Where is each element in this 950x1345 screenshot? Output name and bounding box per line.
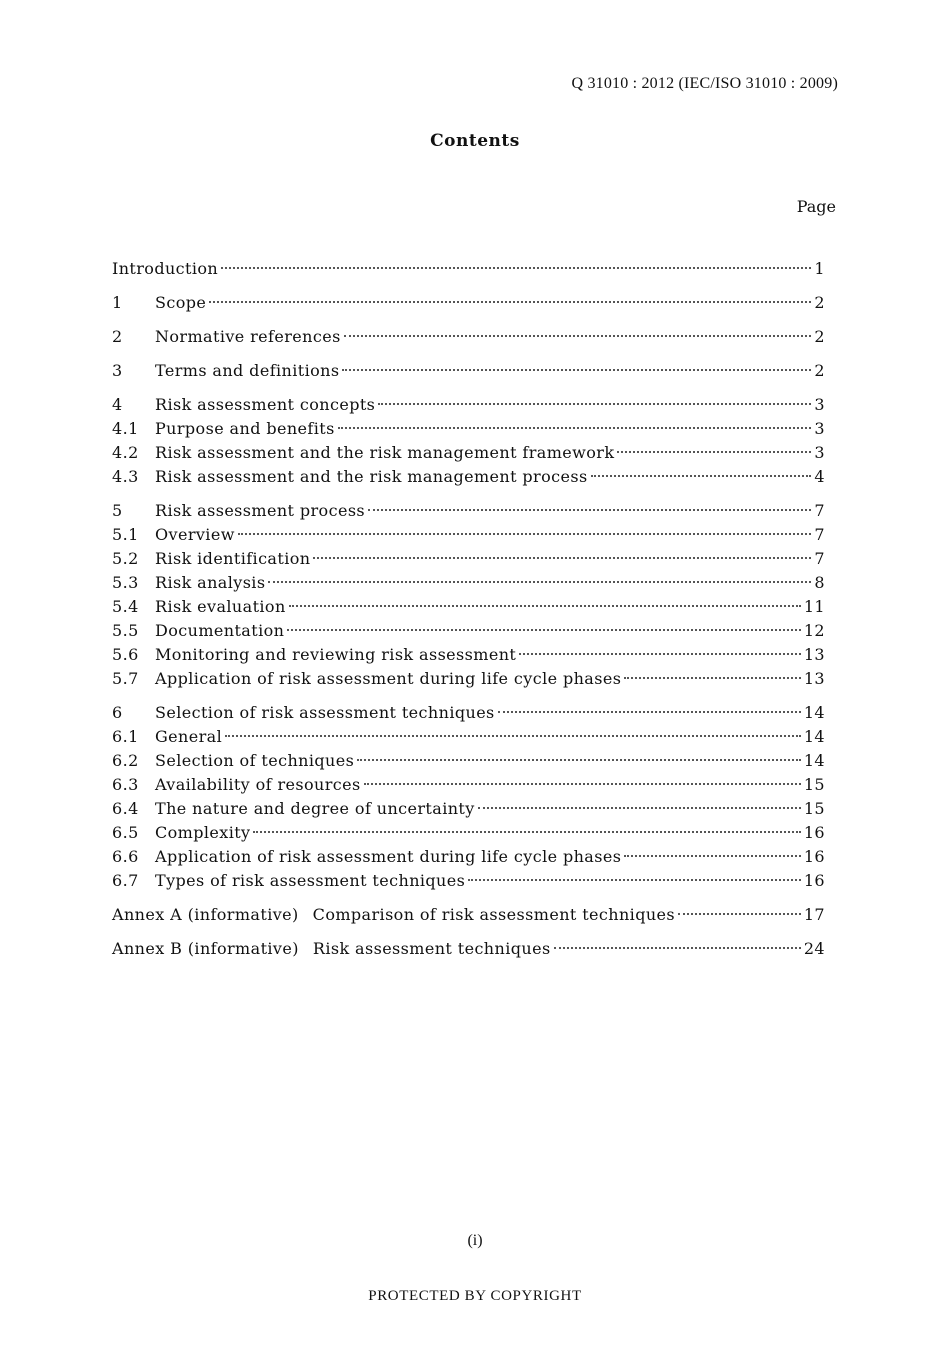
toc-entry[interactable] <box>112 821 825 845</box>
toc-entry-page: 7 <box>814 549 825 568</box>
dot-leader <box>342 369 811 371</box>
toc-entry-number: 5.5 <box>112 621 139 640</box>
toc-entry-title: Types of risk assessment techniques <box>155 871 466 890</box>
toc-entry-page: 13 <box>803 669 825 688</box>
contents-title: Contents <box>430 131 520 151</box>
dot-leader <box>209 301 811 303</box>
toc-entry-page: 3 <box>814 395 825 414</box>
toc-entry-title: Risk assessment process <box>155 501 366 520</box>
toc-entry-number: 4.2 <box>112 443 139 462</box>
toc-entry-page: 14 <box>803 751 825 770</box>
dot-leader <box>253 831 800 833</box>
toc-entry-title: Documentation <box>155 621 285 640</box>
toc-entry-number: 6.3 <box>112 775 139 794</box>
dot-leader <box>617 451 811 453</box>
dot-leader <box>478 807 801 809</box>
toc-group-section-1 <box>112 291 825 315</box>
toc-entry-number: 5.4 <box>112 597 139 616</box>
footer-copyright-notice: PROTECTED BY COPYRIGHT <box>368 1288 582 1304</box>
document-id: Q 31010 : 2012 (IEC/ISO 31010 : 2009) <box>571 75 838 92</box>
dot-leader <box>338 427 812 429</box>
toc-entry[interactable] <box>112 619 825 643</box>
toc-entry-number: 4.1 <box>112 419 139 438</box>
toc-entry-number: 1 <box>112 293 123 312</box>
toc-entry[interactable] <box>112 465 825 489</box>
toc-entry[interactable] <box>112 797 825 821</box>
dot-leader <box>678 913 801 915</box>
toc-entry-title: General <box>155 727 223 746</box>
toc-entry-number: 6.6 <box>112 847 139 866</box>
toc-entry[interactable] <box>112 643 825 667</box>
toc-entry-number: 6.7 <box>112 871 139 890</box>
toc-entry-page: 24 <box>803 939 825 958</box>
toc-entry-title: Comparison of risk assessment techniques <box>312 905 676 924</box>
annex-label: Annex A (informative) <box>112 905 299 924</box>
annex-label: Annex B (informative) <box>112 939 299 958</box>
toc-entry-page: 2 <box>814 327 825 346</box>
toc-entry-page: 8 <box>814 573 825 592</box>
toc-entry-title: Risk assessment concepts <box>155 395 376 414</box>
toc-entry-page: 2 <box>814 361 825 380</box>
toc-entry-number: 5 <box>112 501 123 520</box>
dot-leader <box>313 557 811 559</box>
toc-entry-title: Selection of risk assessment techniques <box>155 703 495 722</box>
toc-entry[interactable] <box>112 571 825 595</box>
dot-leader <box>624 855 801 857</box>
toc-entry-title: The nature and degree of uncertainty <box>155 799 475 818</box>
toc-entry-number: 4.3 <box>112 467 139 486</box>
toc-entry[interactable] <box>112 325 825 349</box>
toc-entry-number: 6 <box>112 703 123 722</box>
toc-entry[interactable] <box>112 393 825 417</box>
toc-entry[interactable] <box>112 291 825 315</box>
dot-leader <box>364 783 801 785</box>
toc-entry[interactable] <box>112 869 825 893</box>
toc-entry-page: 7 <box>814 525 825 544</box>
toc-entry-page: 3 <box>814 419 825 438</box>
dot-leader <box>498 711 801 713</box>
toc-entry[interactable] <box>112 667 825 691</box>
toc-entry[interactable] <box>112 595 825 619</box>
toc-group-introduction <box>112 257 825 281</box>
toc-entry[interactable] <box>112 547 825 571</box>
table-of-contents <box>112 257 825 971</box>
toc-entry-title: Monitoring and reviewing risk assessment <box>155 645 517 664</box>
toc-entry-annex[interactable] <box>112 903 825 927</box>
dot-leader <box>225 735 801 737</box>
toc-entry-number: 6.1 <box>112 727 139 746</box>
dot-leader <box>268 581 811 583</box>
toc-entry-page: 3 <box>814 443 825 462</box>
toc-entry[interactable] <box>112 701 825 725</box>
toc-group-section-4 <box>112 393 825 489</box>
dot-leader <box>368 509 811 511</box>
toc-group-annex-b <box>112 937 825 961</box>
toc-entry-page: 7 <box>814 501 825 520</box>
toc-entry-page: 14 <box>803 703 825 722</box>
toc-entry-page: 11 <box>803 597 825 616</box>
toc-entry-page: 14 <box>803 727 825 746</box>
toc-entry[interactable] <box>112 359 825 383</box>
toc-entry-title: Risk assessment techniques <box>312 939 551 958</box>
dot-leader <box>591 475 812 477</box>
toc-entry-number: 6.5 <box>112 823 139 842</box>
toc-entry-number: 4 <box>112 395 123 414</box>
toc-entry-title: Introduction <box>112 259 219 278</box>
toc-entry-number: 3 <box>112 361 123 380</box>
toc-entry-title: Risk assessment and the risk management framework <box>155 443 615 462</box>
toc-entry-title: Risk evaluation <box>155 597 286 616</box>
toc-entry-page: 16 <box>803 871 825 890</box>
toc-entry-number: 6.4 <box>112 799 139 818</box>
toc-group-section-6 <box>112 701 825 893</box>
dot-leader <box>238 533 812 535</box>
toc-entry-page: 2 <box>814 293 825 312</box>
toc-entry-title: Application of risk assessment during life cycle phases <box>155 669 622 688</box>
toc-entry-title: Purpose and benefits <box>155 419 335 438</box>
toc-entry-title: Availability of resources <box>155 775 361 794</box>
page-column-heading: Page <box>796 197 836 216</box>
toc-entry-title: Normative references <box>155 327 341 346</box>
toc-entry-title: Overview <box>155 525 235 544</box>
toc-entry[interactable] <box>112 725 825 749</box>
dot-leader <box>554 947 801 949</box>
toc-entry-page: 1 <box>814 259 825 278</box>
dot-leader <box>221 267 811 269</box>
toc-entry-number: 5.3 <box>112 573 139 592</box>
toc-entry-title: Application of risk assessment during life cycle phases <box>155 847 622 866</box>
footer-page-number: (i) <box>467 1232 483 1249</box>
toc-entry[interactable] <box>112 499 825 523</box>
dot-leader <box>344 335 812 337</box>
toc-entry[interactable] <box>112 749 825 773</box>
dot-leader <box>378 403 811 405</box>
toc-entry-title: Risk assessment and the risk management process <box>155 467 588 486</box>
toc-entry-number: 2 <box>112 327 123 346</box>
dot-leader <box>357 759 801 761</box>
dot-leader <box>468 879 801 881</box>
toc-group-annex-a <box>112 903 825 927</box>
toc-group-section-2 <box>112 325 825 349</box>
toc-entry-title: Risk identification <box>155 549 311 568</box>
toc-entry-number: 5.2 <box>112 549 139 568</box>
toc-entry-annex[interactable] <box>112 937 825 961</box>
toc-entry-page: 15 <box>803 775 825 794</box>
toc-entry-page: 15 <box>803 799 825 818</box>
toc-entry[interactable] <box>112 441 825 465</box>
toc-entry-title: Terms and definitions <box>155 361 340 380</box>
toc-entry-page: 12 <box>803 621 825 640</box>
toc-entry-page: 16 <box>803 847 825 866</box>
toc-entry-title: Selection of techniques <box>155 751 355 770</box>
toc-entry-title: Complexity <box>155 823 251 842</box>
toc-entry-page: 13 <box>803 645 825 664</box>
toc-entry-title: Scope <box>155 293 207 312</box>
toc-entry-number: 5.7 <box>112 669 139 688</box>
toc-group-section-5 <box>112 499 825 691</box>
toc-entry-page: 16 <box>803 823 825 842</box>
toc-entry-number: 5.6 <box>112 645 139 664</box>
toc-entry-title: Risk analysis <box>155 573 266 592</box>
toc-entry[interactable] <box>112 257 825 281</box>
toc-entry[interactable] <box>112 523 825 547</box>
toc-group-section-3 <box>112 359 825 383</box>
toc-entry-number: 5.1 <box>112 525 139 544</box>
dot-leader <box>624 677 801 679</box>
toc-entry-page: 17 <box>803 905 825 924</box>
dot-leader <box>287 629 801 631</box>
dot-leader <box>519 653 801 655</box>
toc-entry[interactable] <box>112 417 825 441</box>
toc-entry-page: 4 <box>814 467 825 486</box>
dot-leader <box>289 605 801 607</box>
toc-entry-number: 6.2 <box>112 751 139 770</box>
toc-entry[interactable] <box>112 845 825 869</box>
toc-entry[interactable] <box>112 773 825 797</box>
